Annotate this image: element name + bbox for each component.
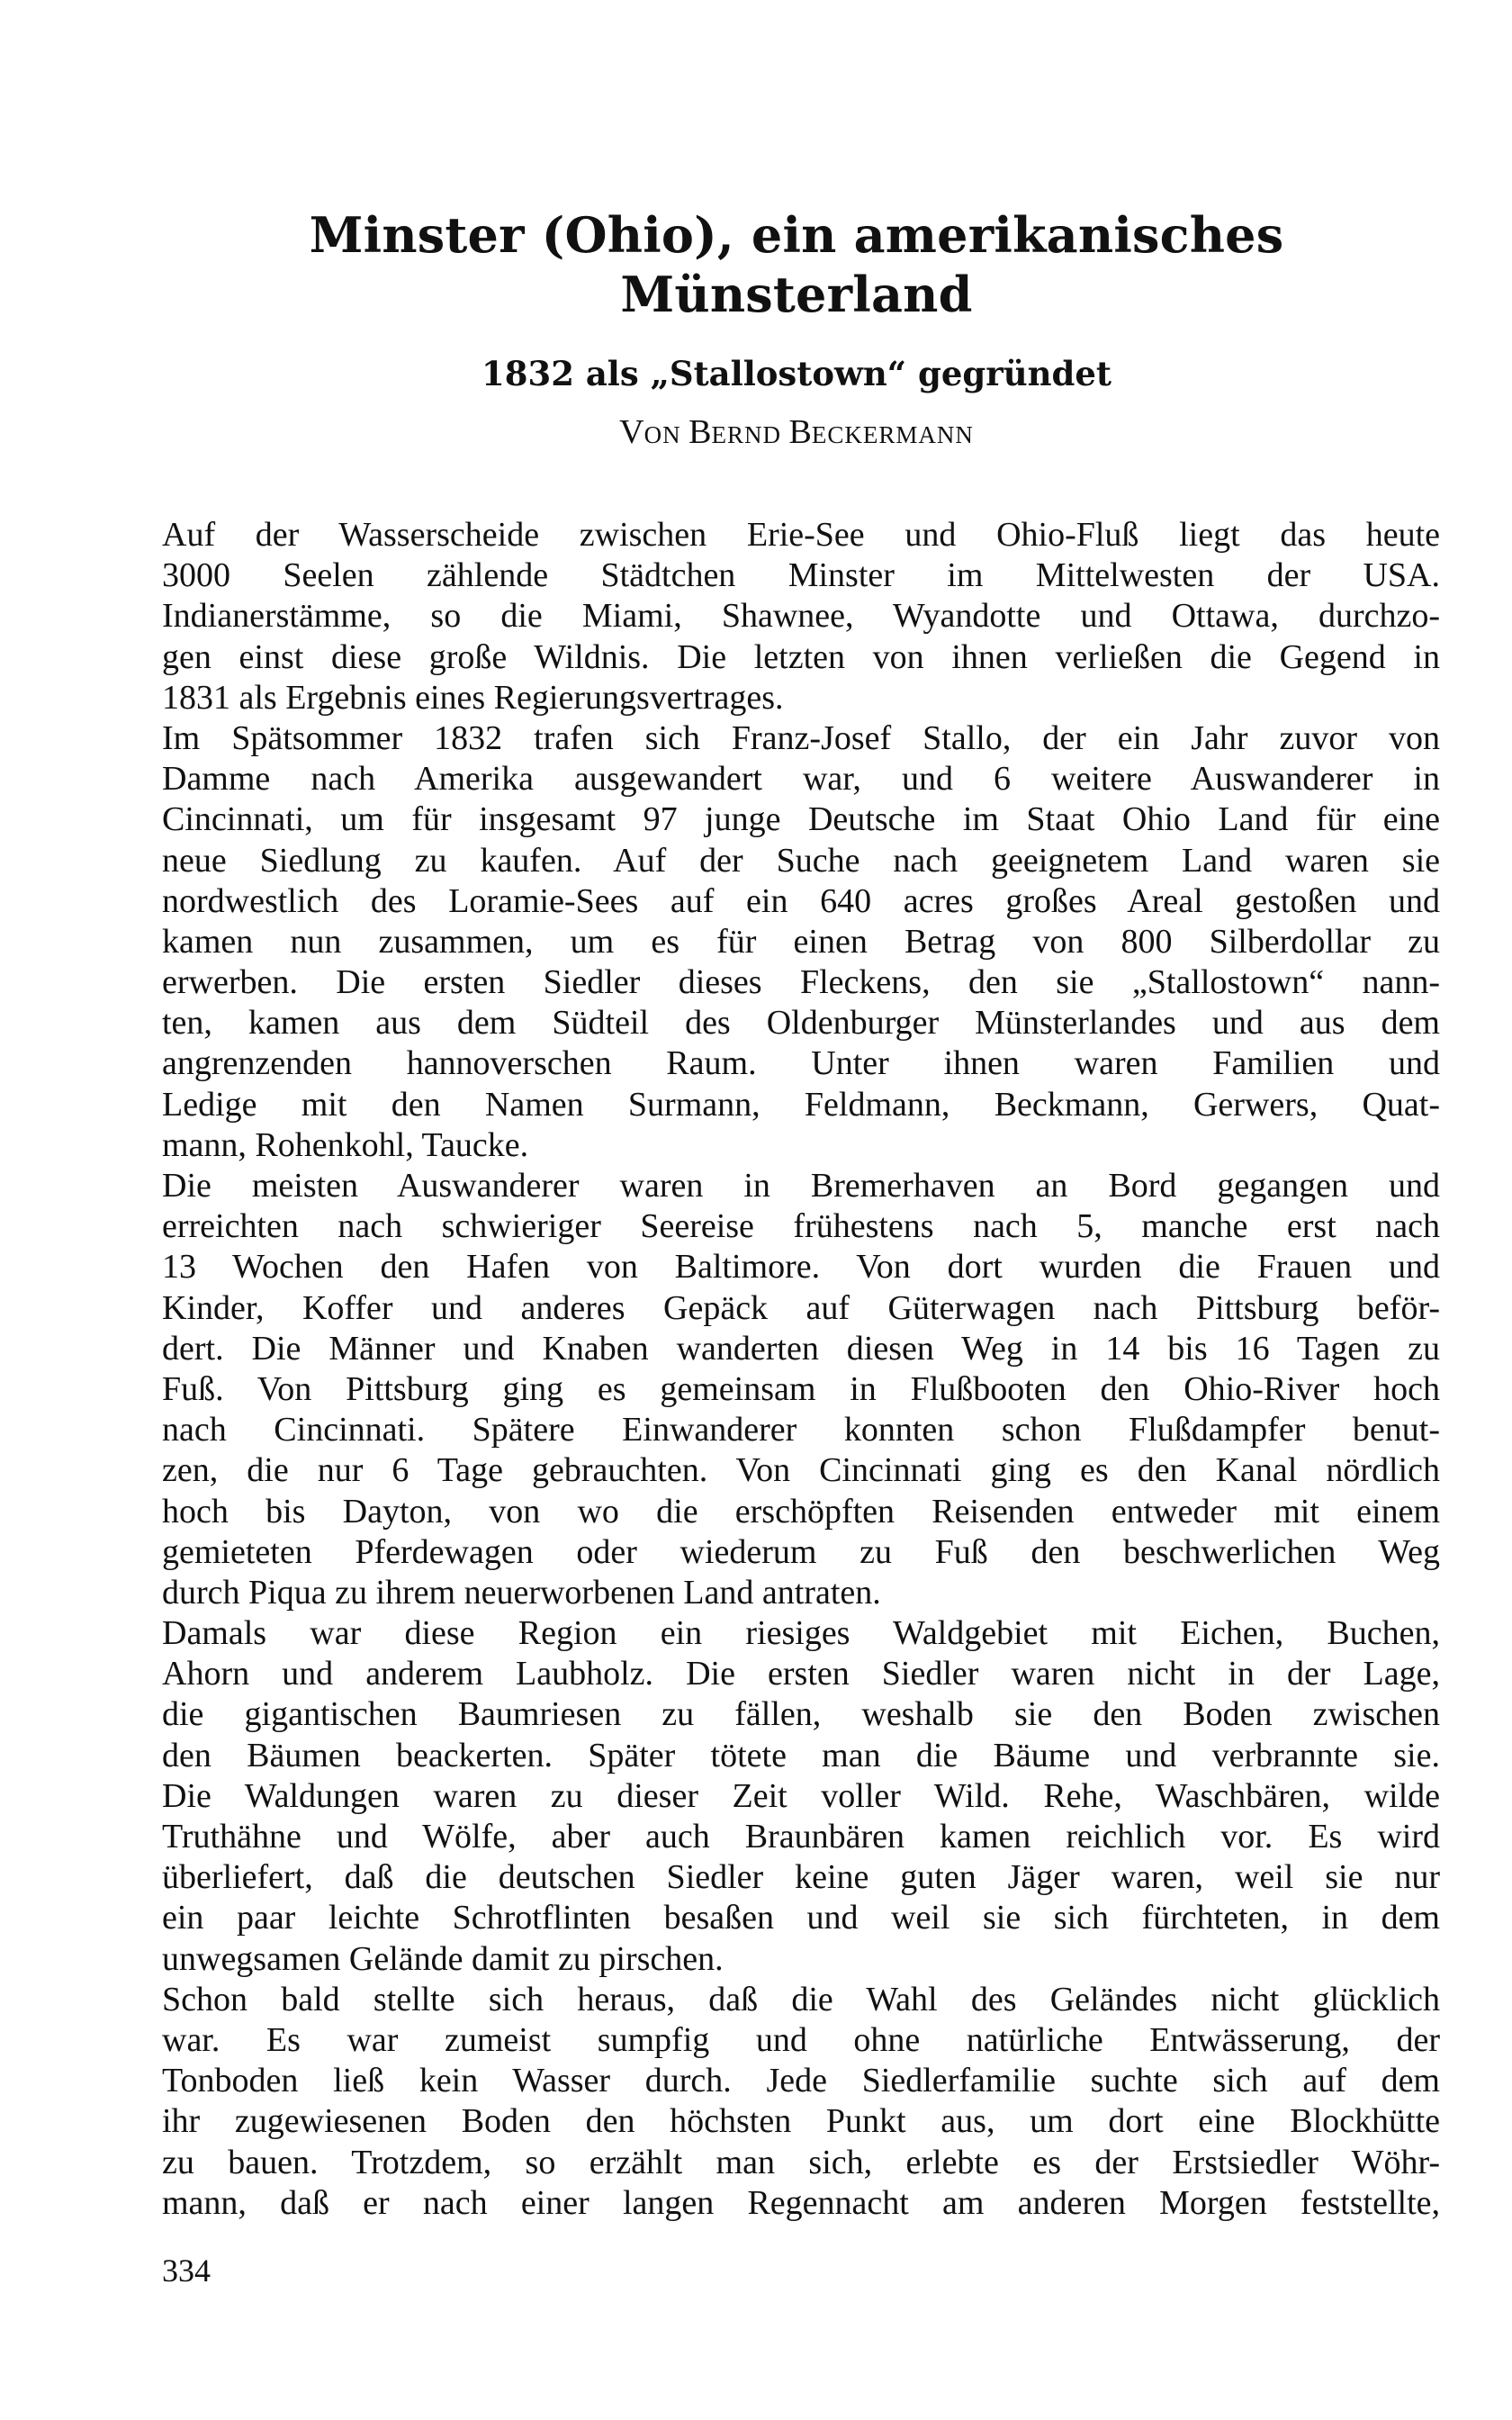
text-line: gen einst diese große Wildnis. Die letzten von ihnen verließen die Gegend in (162, 637, 1440, 676)
text-line: Schon bald stellte sich heraus, daß die Wahl des Geländes nicht glücklich (162, 1980, 1440, 2018)
paragraph (162, 718, 1440, 1166)
article-subtitle: 1832 als „Stallostown“ gegründet (481, 354, 1112, 393)
text-line: Die Waldungen waren zu dieser Zeit voller Wild. Rehe, Waschbären, wilde (162, 1776, 1440, 1815)
text-line: hoch bis Dayton, von wo die erschöpften Reisenden entweder mit einem (162, 1492, 1440, 1531)
text-line: erwerben. Die ersten Siedler dieses Fleckens, den sie „Stallostown“ nann- (162, 963, 1440, 1002)
text-line: Die meisten Auswanderer waren in Bremerhaven an Bord gegangen und (162, 1167, 1440, 1205)
text-line: Damals war diese Region ein riesiges Waldgebiet mit Eichen, Buchen, (162, 1614, 1440, 1653)
byline-last-rest: ECKERMANN (811, 421, 974, 448)
text-line: ein paar leichte Schrotflinten besaßen und weil sie sich fürchteten, in dem (162, 1899, 1440, 1937)
text-line: ihr zugewiesenen Boden den höchsten Punkt aus, um dort eine Blockhütte (162, 2102, 1440, 2141)
title-line-2: Münsterland (620, 266, 973, 323)
text-line: Indianerstämme, so die Miami, Shawnee, Wyandotte und Ottawa, durchzo- (162, 597, 1440, 636)
byline-last-initial: B (788, 413, 812, 451)
text-line: zen, die nur 6 Tage gebrauchten. Von Cincinnati ging es den Kanal nördlich (162, 1451, 1440, 1490)
title-line-1: Minster (Ohio), ein amerikanisches (309, 206, 1284, 264)
author-byline (153, 414, 1440, 453)
text-line: mann, daß er nach einer langen Regennacht am anderen Morgen feststellte, (162, 2183, 1440, 2222)
text-line: unwegsamen Gelände damit zu pirschen. (162, 1939, 724, 1978)
text-line: überliefert, daß die deutschen Siedler keine guten Jäger waren, weil sie nur (162, 1858, 1440, 1897)
text-line: 1831 als Ergebnis eines Regierungsvertrages. (162, 678, 784, 717)
text-line: Damme nach Amerika ausgewandert war, und 6 weitere Auswanderer in (162, 760, 1440, 799)
text-line: ten, kamen aus dem Südteil des Oldenburger Münsterlandes und aus dem (162, 1004, 1440, 1043)
page-number: 334 (162, 2253, 211, 2289)
byline-first-rest: ERND (711, 421, 781, 448)
text-line: 13 Wochen den Hafen von Baltimore. Von dort wurden die Frauen und (162, 1248, 1440, 1287)
text-line: Truthähne und Wölfe, aber auch Braunbären kamen reichlich vor. Es wird (162, 1818, 1440, 1856)
text-line: nordwestlich des Loramie-Sees auf ein 640 acres großes Areal gestoßen und (162, 881, 1440, 920)
text-line: Ledige mit den Namen Surmann, Feldmann, Beckmann, Gerwers, Quat- (162, 1085, 1440, 1124)
text-line: kamen nun zusammen, um es für einen Betrag von 800 Silberdollar zu (162, 922, 1440, 961)
text-line: Ahorn und anderem Laubholz. Die ersten Siedler waren nicht in der Lage, (162, 1655, 1440, 1693)
text-line: Fuß. Von Pittsburg ging es gemeinsam in Flußbooten den Ohio-River hoch (162, 1369, 1440, 1408)
article-body (162, 515, 1440, 2224)
text-line: nach Cincinnati. Spätere Einwanderer konnten schon Flußdampfer benut- (162, 1411, 1440, 1449)
text-line: zu bauen. Trotzdem, so erzählt man sich, erlebte es der Erstsiedler Wöhr- (162, 2143, 1440, 2181)
text-line: mann, Rohenkohl, Taucke. (162, 1125, 529, 1164)
text-line: durch Piqua zu ihrem neuerworbenen Land antraten. (162, 1573, 881, 1612)
byline-prefix-rest: ON (644, 421, 681, 448)
byline-first-initial: B (688, 413, 712, 451)
text-line: war. Es war zumeist sumpfig und ohne natürliche Entwässerung, der (162, 2020, 1440, 2059)
text-line: Auf der Wasserscheide zwischen Erie-See und Ohio-Fluß liegt das heute (162, 516, 1440, 554)
text-line: erreichten nach schwieriger Seereise frühestens nach 5, manche erst nach (162, 1207, 1440, 1246)
text-line: Im Spätsommer 1832 trafen sich Franz-Josef Stallo, der ein Jahr zuvor von (162, 718, 1440, 757)
text-line: 3000 Seelen zählende Städtchen Minster im Mittelwesten der USA. (162, 556, 1440, 595)
article-title (153, 205, 1440, 324)
text-line: den Bäumen beackerten. Später tötete man die Bäume und verbrannte sie. (162, 1736, 1440, 1774)
text-line: gemieteten Pferdewagen oder wiederum zu Fuß den beschwerlichen Weg (162, 1532, 1440, 1571)
text-line: dert. Die Männer und Knaben wanderten diesen Weg in 14 bis 16 Tagen zu (162, 1329, 1440, 1368)
paragraph (162, 1980, 1440, 2224)
text-line: die gigantischen Baumriesen zu fällen, weshalb sie den Boden zwischen (162, 1695, 1440, 1734)
text-line: angrenzenden hannoverschen Raum. Unter ihnen waren Familien und (162, 1044, 1440, 1083)
byline-prefix-initial: V (619, 413, 644, 451)
text-line: Cincinnati, um für insgesamt 97 junge Deutsche im Staat Ohio Land für eine (162, 800, 1440, 839)
text-line: neue Siedlung zu kaufen. Auf der Suche nach geeignetem Land waren sie (162, 841, 1440, 880)
paragraph (162, 515, 1440, 718)
paragraph (162, 1613, 1440, 1980)
paragraph (162, 1166, 1440, 1613)
text-line: Kinder, Koffer und anderes Gepäck auf Güterwagen nach Pittsburg beför- (162, 1288, 1440, 1327)
text-line: Tonboden ließ kein Wasser durch. Jede Siedlerfamilie suchte sich auf dem (162, 2062, 1440, 2100)
